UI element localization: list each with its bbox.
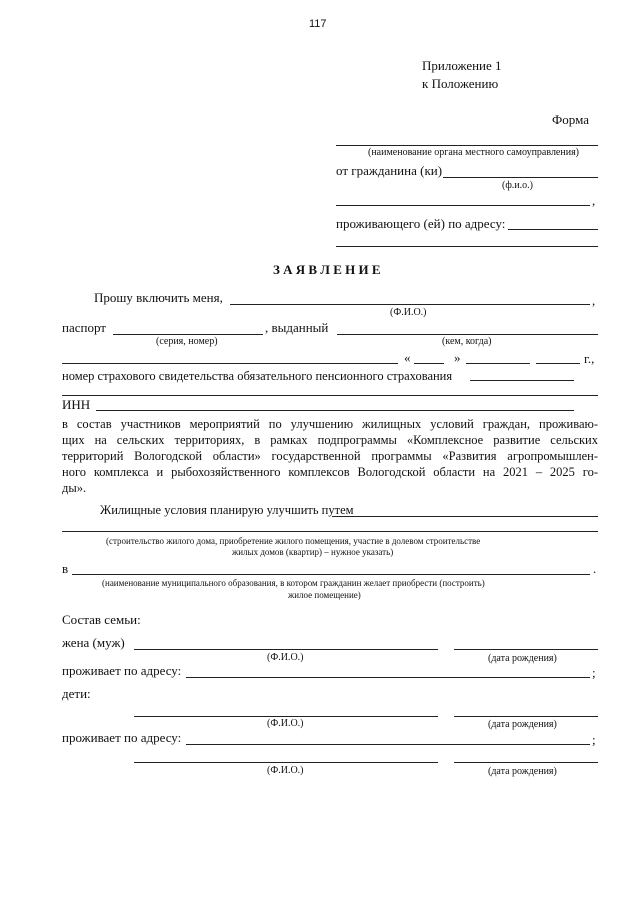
- municipality-field[interactable]: [72, 574, 590, 575]
- child-2-name-field[interactable]: [134, 762, 438, 763]
- applicant-fio-caption: (Ф.И.О.): [390, 307, 427, 318]
- child-1-address-field[interactable]: [186, 744, 590, 745]
- form-label: Форма: [552, 112, 589, 127]
- comma: ,: [592, 193, 596, 208]
- paragraph-line-1: в состав участников мероприятий по улучшению жилищных условий граждан, проживаю-: [62, 417, 598, 431]
- semicolon: ;: [592, 732, 596, 747]
- children-label: дети:: [62, 686, 91, 701]
- passport-number-field[interactable]: [113, 334, 263, 335]
- appendix-title: Приложение 1: [422, 58, 502, 73]
- semicolon: ;: [592, 665, 596, 680]
- issued-by-field-2[interactable]: [62, 363, 398, 364]
- housing-sentence: Жилищные условия планирую улучшить путем: [100, 503, 354, 517]
- child-1-birth-caption: (дата рождения): [488, 719, 557, 730]
- period: .: [593, 561, 597, 576]
- document-title: З А Я В Л Е Н И Е: [273, 262, 381, 277]
- include-me-label: Прошу включить меня,: [94, 290, 223, 305]
- from-citizen-label: от гражданина (ки): [336, 163, 443, 178]
- child-1-name-field[interactable]: [134, 716, 438, 717]
- spouse-fio-caption: (Ф.И.О.): [267, 652, 304, 663]
- issued-caption: (кем, когда): [442, 336, 492, 347]
- snils-label: номер страхового свидетельства обязательного пенсионного страхования: [62, 369, 453, 383]
- authority-field[interactable]: [336, 145, 598, 146]
- housing-method-field-2[interactable]: [62, 531, 598, 532]
- spouse-label: жена (муж): [62, 635, 125, 650]
- housing-method-field[interactable]: [332, 516, 598, 517]
- child-2-birth-caption: (дата рождения): [488, 766, 557, 777]
- passport-label: паспорт: [62, 320, 106, 335]
- quote-close: »: [454, 350, 461, 365]
- paragraph-line-3: территорий Вологодской области» государственной программы «Развития агропромышлен-: [62, 449, 598, 463]
- child-2-birth-field[interactable]: [454, 762, 598, 763]
- residing-label: проживающего (ей) по адресу:: [336, 216, 506, 231]
- spouse-name-field[interactable]: [134, 649, 438, 650]
- snils-field-2[interactable]: [62, 395, 598, 396]
- applicant-name-field[interactable]: [230, 304, 590, 305]
- child-2-fio-caption: (Ф.И.О.): [267, 765, 304, 776]
- year-suffix: г.,: [584, 351, 595, 366]
- comma: ,: [592, 293, 596, 308]
- spouse-birth-caption: (дата рождения): [488, 653, 557, 664]
- family-heading: Состав семьи:: [62, 612, 141, 627]
- municipality-caption-2: жилое помещение): [288, 590, 361, 600]
- inn-label: ИНН: [62, 397, 91, 412]
- quote-open: «: [404, 350, 411, 365]
- paragraph-line-2: щих на сельских территориях, в рамках подпрограммы «Комплексное развитие сельских: [62, 433, 598, 447]
- appendix-subtitle: к Положению: [422, 76, 499, 91]
- page-number: 117: [309, 18, 327, 30]
- issue-day-field[interactable]: [414, 363, 444, 364]
- method-caption-2: жилых домов (квартир) – нужное указать): [232, 547, 394, 557]
- passport-issued-field[interactable]: [337, 334, 598, 335]
- municipality-caption-1: (наименование муниципального образования, в котором гражданин желает приобрести (построить): [102, 578, 485, 588]
- spouse-address-label: проживает по адресу:: [62, 663, 182, 678]
- spouse-birth-field[interactable]: [454, 649, 598, 650]
- paragraph-line-4: ного комплекса и рыбохозяйственного комплексов Вологодской области на 2021 – 2025 го-: [62, 465, 598, 479]
- authority-caption: (наименование органа местного самоуправления): [368, 147, 580, 158]
- issued-label: , выданный: [265, 320, 329, 335]
- child-1-fio-caption: (Ф.И.О.): [267, 718, 304, 729]
- citizen-name-field-2[interactable]: [336, 205, 590, 206]
- inn-field[interactable]: [96, 410, 574, 411]
- citizen-name-field[interactable]: [443, 177, 598, 178]
- snils-field[interactable]: [470, 380, 574, 381]
- citizen-fio-caption: (ф.и.о.): [502, 180, 533, 191]
- address-field[interactable]: [508, 229, 598, 230]
- series-caption: (серия, номер): [156, 336, 218, 347]
- address-field-2[interactable]: [336, 246, 598, 247]
- issue-year-field[interactable]: [536, 363, 580, 364]
- in-label: в: [62, 561, 69, 576]
- method-caption-1: (строительство жилого дома, приобретение жилого помещения, участие в долевом строительстве: [106, 536, 481, 546]
- issue-month-field[interactable]: [466, 363, 530, 364]
- child-1-address-label: проживает по адресу:: [62, 730, 182, 745]
- paragraph-line-5: ды».: [62, 481, 87, 495]
- spouse-address-field[interactable]: [186, 677, 590, 678]
- child-1-birth-field[interactable]: [454, 716, 598, 717]
